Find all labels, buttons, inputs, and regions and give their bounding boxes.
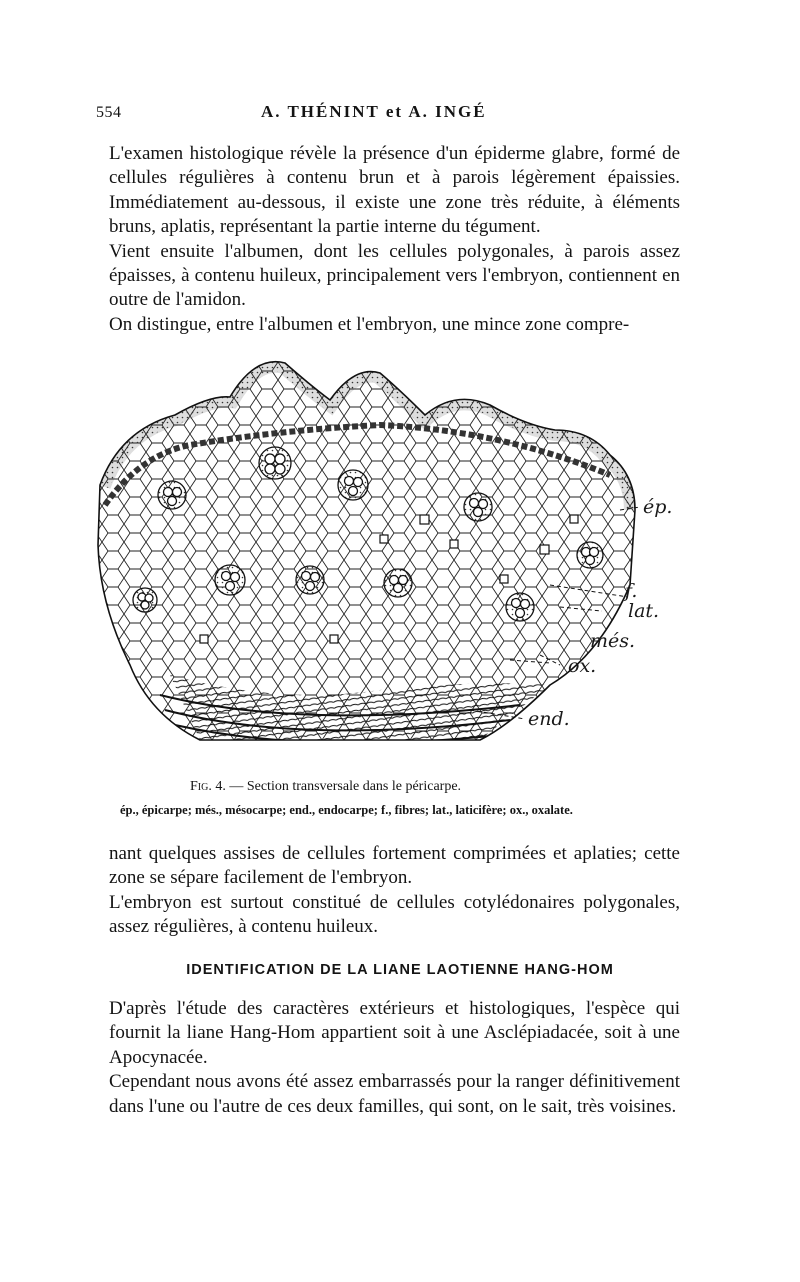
pericarp-illustration bbox=[80, 335, 700, 765]
label-ox: ox. bbox=[568, 655, 597, 677]
pericarp-section-figure bbox=[80, 335, 700, 765]
label-mes: més. bbox=[590, 630, 636, 652]
label-end: end. bbox=[528, 708, 570, 730]
figure-legend: ép., épicarpe; més., mésocarpe; end., endocarpe; f., fibres; lat., laticifère; ox., oxalate. bbox=[120, 803, 573, 817]
paragraph: L'embryon est surtout constitué de cellules cotylédonaires polygonales, assez régulières, à contenu huileux. bbox=[109, 891, 680, 938]
paragraph: D'après l'étude des caractères extérieurs et histologiques, l'espèce qui fournit la liane Hang-Hom appartient soit à une Asclépiadacée, soit à une Apocynacée. bbox=[109, 998, 680, 1068]
body-text-middle bbox=[109, 842, 680, 940]
figure-caption bbox=[190, 779, 461, 795]
page-number: 554 bbox=[96, 104, 122, 121]
figure-caption-text: — Section transversale dans le péricarpe. bbox=[229, 779, 462, 794]
label-f: f. bbox=[625, 580, 638, 602]
section-heading: IDENTIFICATION DE LA LIANE LAOTIENNE HANG-HOM bbox=[186, 962, 614, 978]
paragraph: Vient ensuite l'albumen, dont les cellules polygonales, à parois assez épaisses, à contenu huileux, principalement vers l'embryon, contiennent en outre de l'amidon. bbox=[109, 240, 680, 311]
figure-number: Fig. 4. bbox=[190, 779, 226, 794]
running-head bbox=[96, 104, 676, 128]
paragraph: On distingue, entre l'albumen et l'embryon, une mince zone compre- bbox=[109, 313, 630, 335]
paragraph: Cependant nous avons été assez embarrassés pour la ranger définitivement dans l'une ou l'autre de ces deux familles, qui sont, on le sait, très voisines. bbox=[109, 1071, 680, 1117]
running-title: A. THÉNINT et A. INGÉ bbox=[261, 102, 487, 121]
label-ep: ép. bbox=[643, 496, 673, 518]
label-lat: lat. bbox=[628, 600, 660, 622]
body-text-top bbox=[109, 142, 680, 337]
body-text-bottom bbox=[109, 997, 680, 1119]
paragraph: L'examen histologique révèle la présence d'un épiderme glabre, formé de cellules régulières à contenu brun et à parois légèrement épaissies. Immédiatement au-dessous, il existe une zone très réduite, à éléments bruns, aplatis, représentant la partie interne du tégument. bbox=[109, 143, 680, 238]
paragraph: nant quelques assises de cellules fortement comprimées et aplaties; cette zone se sépare facilement de l'embryon. bbox=[109, 843, 680, 889]
